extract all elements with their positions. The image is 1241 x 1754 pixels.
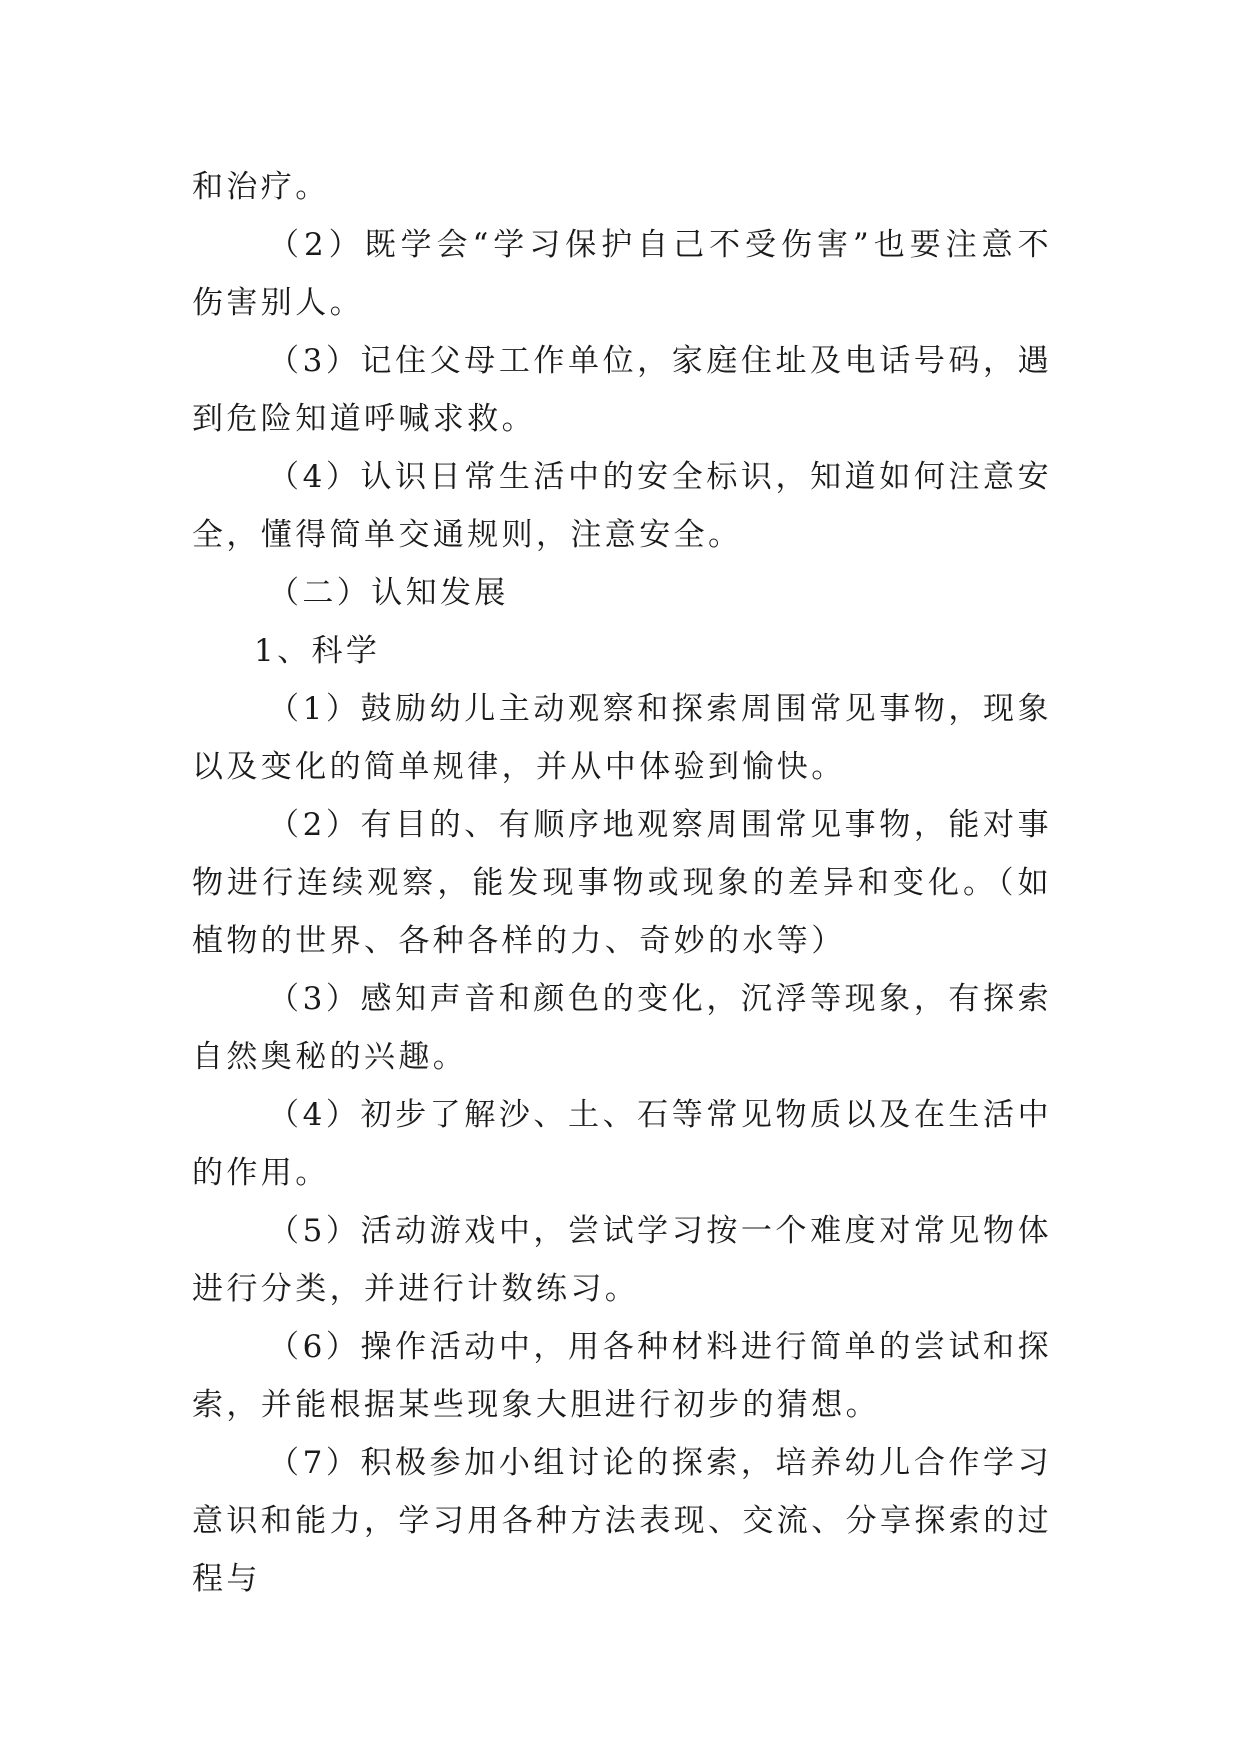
paragraph-10: （4）初步了解沙、土、石等常见物质以及在生活中的作用。 <box>192 1097 1052 1191</box>
paragraph-7: （1）鼓励幼儿主动观察和探索周围常见事物，现象以及变化的简单规律，并从中体验到愉快。 <box>192 691 1052 785</box>
paragraph-8: （2）有目的、有顺序地观察周围常见事物，能对事物进行连续观察，能发现事物或现象的差异和变化。（如植物的世界、各种各样的力、奇妙的水等） <box>192 807 1052 959</box>
paragraph-12: （6）操作活动中，用各种材料进行简单的尝试和探索，并能根据某些现象大胆进行初步的猜想。 <box>192 1329 1052 1423</box>
paragraph-3: （3）记住父母工作单位，家庭住址及电话号码，遇到危险知道呼喊求救。 <box>192 343 1052 437</box>
subsection-heading-science: 1、科学 <box>254 633 381 669</box>
section-heading-cognitive-development: （二）认知发展 <box>268 575 509 611</box>
paragraph-13: （7）积极参加小组讨论的探索，培养幼儿合作学习意识和能力，学习用各种方法表现、交流、分享探索的过程与 <box>192 1445 1052 1597</box>
paragraph-1: 和治疗。 <box>192 169 330 205</box>
paragraph-4: （4）认识日常生活中的安全标识，知道如何注意安全，懂得简单交通规则，注意安全。 <box>192 459 1052 553</box>
paragraph-11: （5）活动游戏中，尝试学习按一个难度对常见物体进行分类，并进行计数练习。 <box>192 1213 1052 1307</box>
paragraph-2: （2）既学会“学习保护自己不受伤害”也要注意不伤害别人。 <box>192 227 1052 321</box>
paragraph-9: （3）感知声音和颜色的变化，沉浮等现象，有探索自然奥秘的兴趣。 <box>192 981 1052 1075</box>
document-body <box>192 158 1052 1608</box>
